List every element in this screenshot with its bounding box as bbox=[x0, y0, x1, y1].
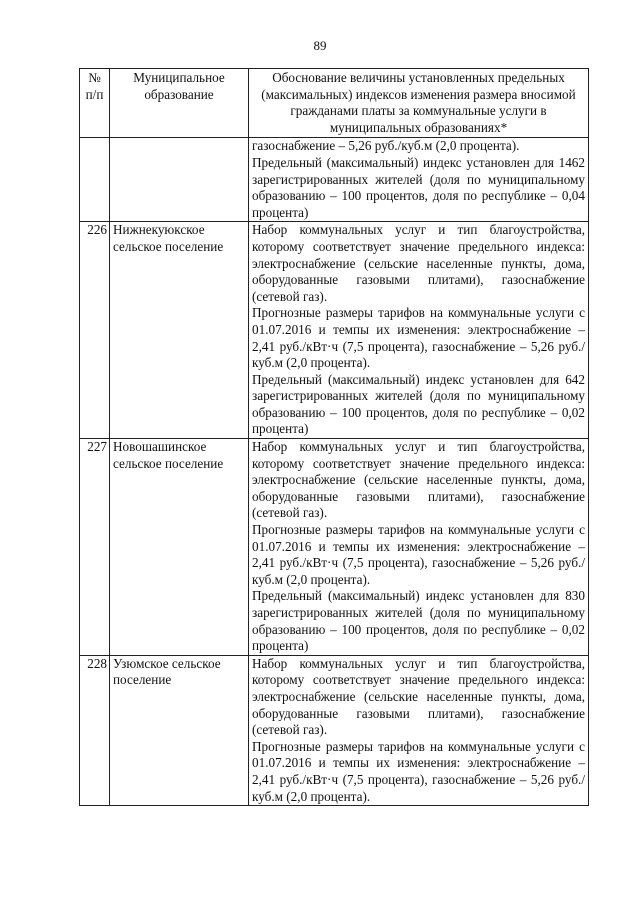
table-row bbox=[80, 655, 589, 805]
paragraph: Предельный (максимальный) индекс установлен для 642 зарегистрированных жителей (доля по муниципальному образованию – 100 процентов, доля по республике – 0,02 процента) bbox=[252, 371, 585, 437]
table-row bbox=[80, 138, 589, 222]
paragraph: Прогнозные размеры тарифов на коммунальные услуги с 01.07.2016 и темпы их изменения: электроснабжение – 2,41 руб./кВт·ч (7,5 процента), газоснабжение – 5,26 руб./куб.м (2,0 процента). bbox=[252, 522, 585, 587]
row-num: 227 bbox=[80, 439, 110, 656]
row-justification bbox=[249, 655, 589, 805]
row-municipality bbox=[110, 138, 249, 222]
row-municipality: Узюмское сельское поселение bbox=[110, 655, 249, 805]
table-header-row bbox=[80, 69, 589, 138]
row-justification bbox=[249, 138, 589, 222]
row-municipality: Нижнекуюкское сельское поселение bbox=[110, 222, 249, 439]
paragraph: Набор коммунальных услуг и тип благоустройства, которому соответствует значение предельного индекса: электроснабжение (сельские населенные пункты, дома, оборудованные газовыми плитами), газоснабжение (сетевой газ). bbox=[252, 655, 585, 738]
row-num bbox=[80, 138, 110, 222]
row-num: 226 bbox=[80, 222, 110, 439]
paragraph: Набор коммунальных услуг и тип благоустройства, которому соответствует значение предельного индекса: электроснабжение (сельские населенные пункты, дома, оборудованные газовыми плитами), газоснабжение (сетевой газ). bbox=[252, 439, 585, 521]
table-row bbox=[80, 222, 589, 439]
paragraph: Прогнозные размеры тарифов на коммунальные услуги с 01.07.2016 и темпы их изменения: электроснабжение – 2,41 руб./кВт·ч (7,5 процента), газоснабжение – 5,26 руб./куб.м (2,0 процента). bbox=[252, 738, 585, 804]
table-row bbox=[80, 439, 589, 656]
header-municipality: Муниципальное образование bbox=[110, 69, 249, 138]
header-num: № п/п bbox=[80, 69, 110, 138]
paragraph: Предельный (максимальный) индекс установлен для 1462 зарегистрированных жителей (доля по муниципальному образованию – 100 процентов, доля по республике – 0,04 процента) bbox=[252, 154, 585, 220]
row-justification bbox=[249, 222, 589, 439]
paragraph: Набор коммунальных услуг и тип благоустройства, которому соответствует значение предельного индекса: электроснабжение (сельские населенные пункты, дома, оборудованные газовыми плитами), газоснабжение (сетевой газ). bbox=[252, 222, 585, 304]
row-justification bbox=[249, 439, 589, 656]
paragraph: газоснабжение – 5,26 руб./куб.м (2,0 процента). bbox=[252, 138, 520, 154]
header-justification: Обоснование величины установленных предельных (максимальных) индексов изменения размера вносимой гражданами платы за коммунальные услуги в муниципальных образованиях* bbox=[249, 69, 589, 138]
paragraph: Прогнозные размеры тарифов на коммунальные услуги с 01.07.2016 и темпы их изменения: электроснабжение – 2,41 руб./кВт·ч (7,5 процента), газоснабжение – 5,26 руб./куб.м (2,0 процента). bbox=[252, 305, 585, 371]
page-number: 89 bbox=[313, 38, 327, 53]
row-num: 228 bbox=[80, 655, 110, 805]
paragraph: Предельный (максимальный) индекс установлен для 830 зарегистрированных жителей (доля по муниципальному образованию – 100 процентов, доля по республике – 0,02 процента) bbox=[252, 588, 585, 654]
row-municipality: Новошашинское сельское поселение bbox=[110, 439, 249, 656]
tariff-table bbox=[79, 68, 589, 806]
